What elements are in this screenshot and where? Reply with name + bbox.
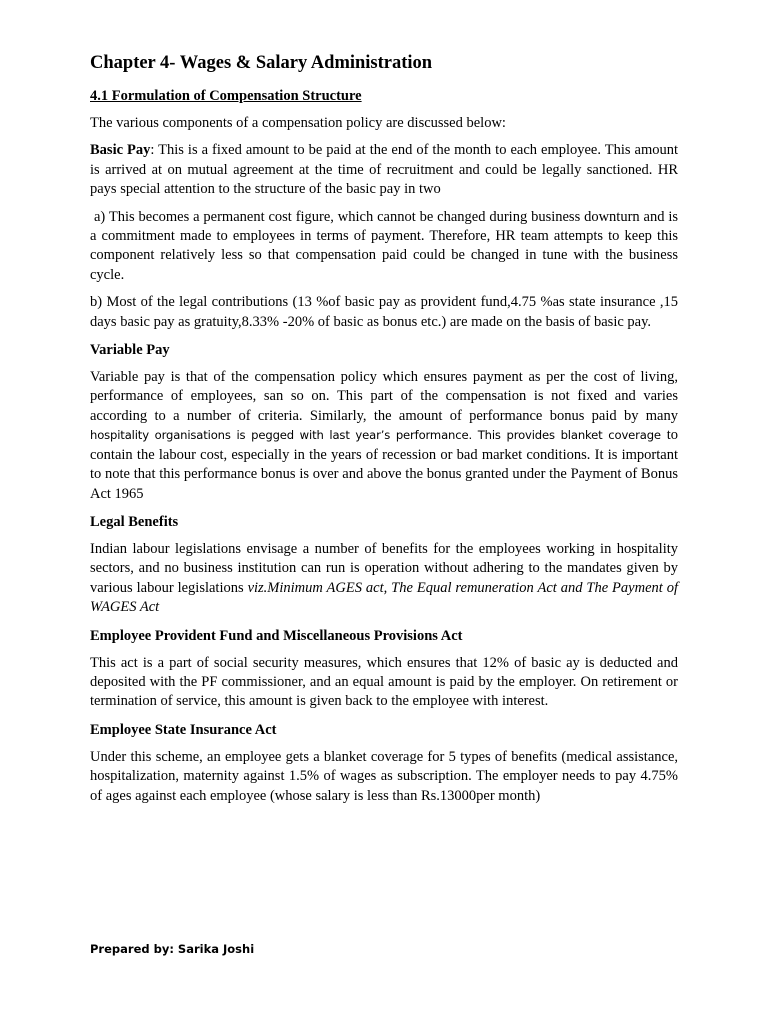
variable-pay-text-2: to contain the labour cost, especially in the years of recession or bad market conditions. It is important to note that this performance bonus is over and above the bonus granted under the Payment of Bonus Act 1965 [90, 427, 679, 502]
variable-pay-text-sans: hospitality organisations is pegged with last year’s performance. This provides blanket coverage [90, 428, 661, 443]
legal-benefits-text: Indian labour legislations envisage a number of benefits for the employees working in hospitality sectors, and no business institution can run is operation without adhering to the mandates given by various labour legislations [90, 540, 678, 596]
esi-paragraph: Under this scheme, an employee gets a blanket coverage for 5 types of benefits (medical assistance, hospitalization, maternity against 1.5% of wages as subscription. The employer needs to pay 4.75% of ages against each employee (whose salary is less than Rs.13000per month) [90, 748, 678, 804]
variable-pay-paragraph [90, 368, 678, 504]
variable-pay-heading: Variable Pay [90, 342, 170, 359]
basic-pay-point-b: b) Most of the legal contributions (13 %of basic pay as provident fund,4.75 %as state insurance ,15 days basic pay as gratuity,8.33% -20% of basic as bonus etc.) are made on the basis of basic pay. [90, 294, 678, 330]
legal-benefits-acts: viz.Minimum AGES act, The Equal remuneration Act and The Payment of WAGES Act [90, 579, 678, 616]
esi-heading: Employee State Insurance Act [90, 721, 277, 738]
legal-benefits-heading: Legal Benefits [90, 513, 179, 530]
epf-heading: Employee Provident Fund and Miscellaneous Provisions Act [90, 627, 463, 644]
footer-prepared-by: Prepared by: Sarika Joshi [90, 942, 255, 956]
basic-pay-text: : This is a fixed amount to be paid at the end of the month to each employee. This amount is arrived at on mutual agreement at the time of recruitment and could be legally sanctioned. HR pays special attention to the structure of the basic pay in two [90, 142, 678, 198]
basic-pay-label: Basic Pay [90, 142, 151, 159]
variable-pay-text-1: Variable pay is that of the compensation policy which ensures payment as per the cost of living, performance of employees, san so on. This part of the compensation is not fixed and varies according to a number of criteria. Similarly, the amount of performance bonus paid by many [90, 369, 678, 424]
basic-pay-paragraph [90, 141, 678, 199]
section-title: 4.1 Formulation of Compensation Structure [90, 88, 362, 104]
chapter-title: Chapter 4- Wages & Salary Administration [90, 53, 433, 73]
document-page [90, 51, 678, 814]
basic-pay-point-a: a) This becomes a permanent cost figure, which cannot be changed during business downturn and is a commitment made to employees in terms of payment. Therefore, HR team attempts to keep this component relatively less so that compensation paid could be changed in tune with the business cycle. [90, 208, 678, 283]
legal-benefits-paragraph [90, 540, 678, 618]
intro-paragraph: The various components of a compensation policy are discussed below: [90, 115, 506, 131]
epf-paragraph: This act is a part of social security measures, which ensures that 12% of basic ay is deducted and deposited with the PF commissioner, and an equal amount is paid by the employer. On retirement or termination of service, this amount is given back to the employee with interest. [90, 654, 678, 710]
